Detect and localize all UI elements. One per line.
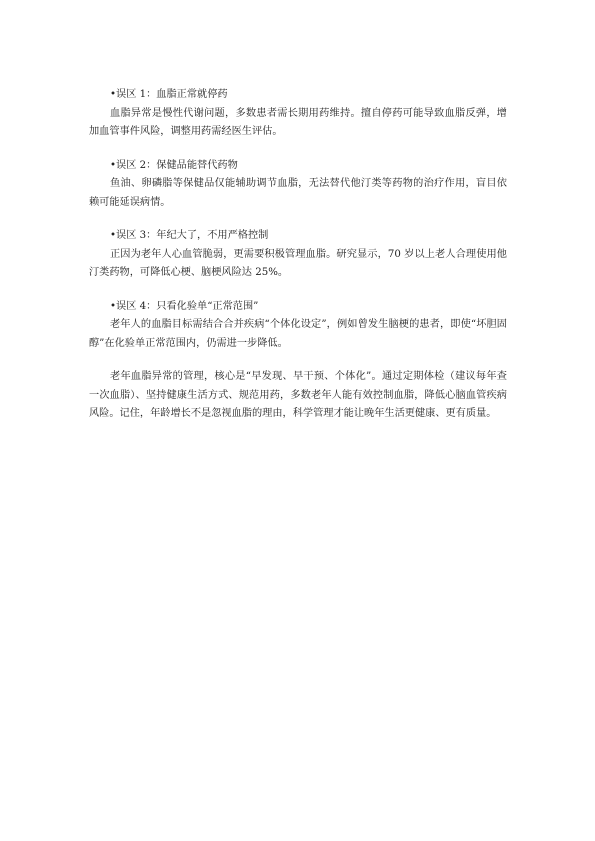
myth-heading: •误区 4：只看化验单“正常范围” — [110, 300, 259, 312]
myth-heading: •误区 1：血脂正常就停药 — [110, 89, 228, 100]
myth-body: 正因为老年人心血管脆弱，更需要积极管理血脂。研究显示，70 岁以上老人合理使用他汀类药物，可降低心梗、脑梗风险达 25%。 — [89, 248, 507, 278]
myth-section-3 — [89, 227, 507, 283]
myth-section-4 — [89, 298, 507, 354]
myth-heading: •误区 2：保健品能替代药物 — [110, 159, 238, 171]
myth-body: 血脂异常是慢性代谢问题，多数患者需长期用药维持。擅自停药可能导致血脂反弹，增加血管事件风险，调整用药需经医生评估。 — [89, 107, 507, 137]
myth-body: 鱼油、卵磷脂等保健品仅能辅助调节血脂，无法替代他汀类等药物的治疗作用，盲目依赖可能延误病情。 — [89, 178, 507, 208]
myth-section-1 — [89, 86, 507, 142]
myth-body: 老年人的血脂目标需结合合并疾病“个体化设定”，例如曾发生脑梗的患者，即使“坏胆固醇”在化验单正常范围内，仍需进一步降低。 — [89, 319, 507, 349]
conclusion-section — [89, 368, 507, 424]
myth-heading: •误区 3：年纪大了，不用严格控制 — [110, 230, 269, 241]
conclusion-paragraph: 老年血脂异常的管理，核心是“早发现、早干预、个体化”。通过定期体检（建议每年查一次血脂）、坚持健康生活方式、规范用药，多数老年人能有效控制血脂，降低心脑血管疾病风险。记住，年龄增长不是忽视血脂的理由，科学管理才能让晚年生活更健康、更有质量。 — [89, 371, 507, 419]
document-body — [89, 86, 507, 424]
myth-section-2 — [89, 157, 507, 213]
